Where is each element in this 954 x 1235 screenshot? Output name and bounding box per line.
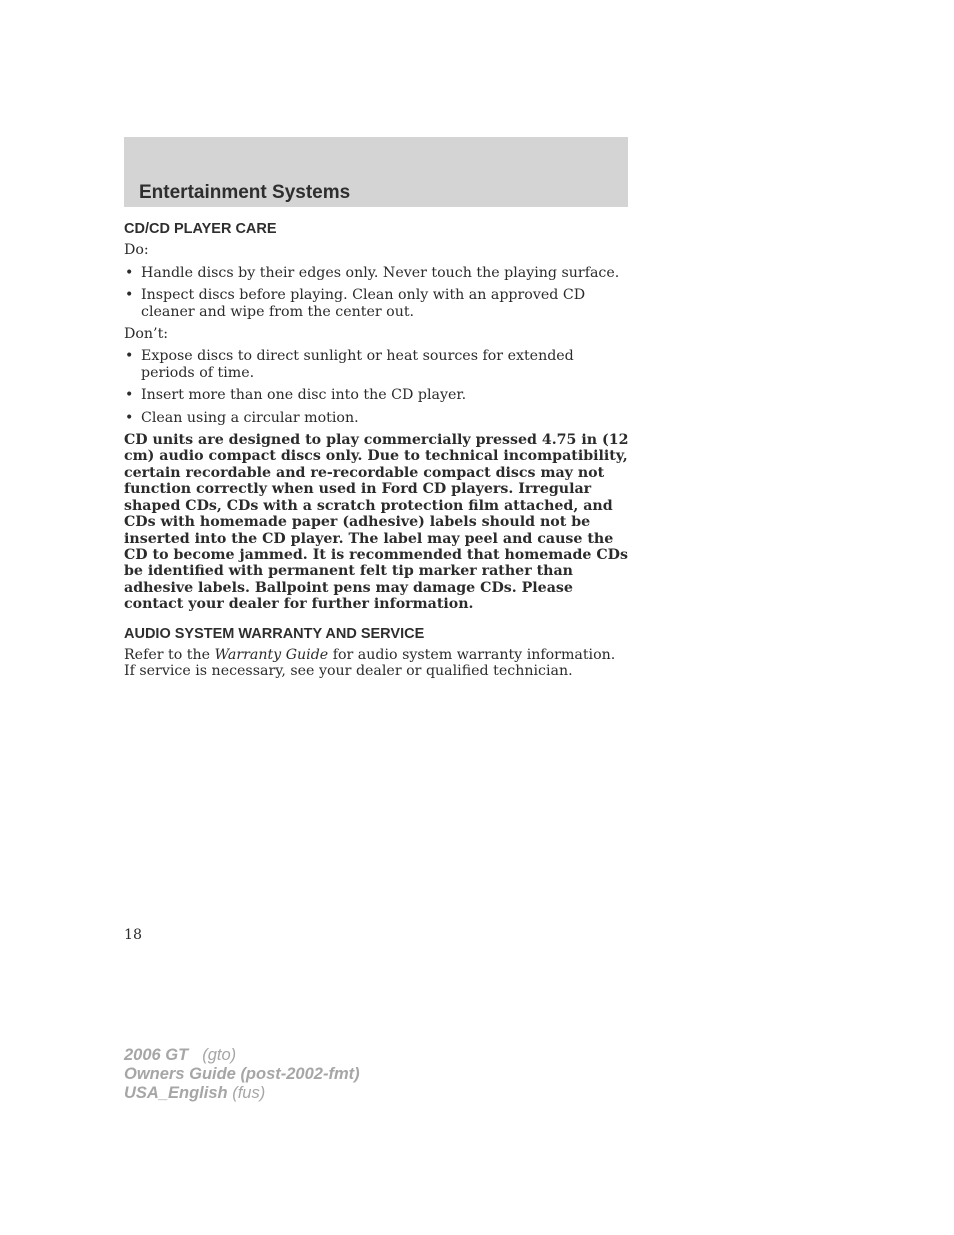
footer-line-guide <box>124 1065 360 1084</box>
list-item <box>124 387 630 403</box>
list-item-text: Clean using a circular motion. <box>141 409 359 426</box>
list-item <box>124 410 630 426</box>
cd-compatibility-warning: CD units are designed to play commercially pressed 4.75 in (12 cm) audio compact discs only. Due to technical incompatibility, certain recordable and re-recordable compact discs may not function correctly when used in Ford CD players. Irregular shaped CDs, CDs with a scratch protection film attached, and CDs with homemade paper (adhesive) labels should not be inserted into the CD player. The label may peel and cause the CD to become jammed. It is recommended that homemade CDs be identified with permanent felt tip marker rather than adhesive labels. Ballpoint pens may damage CDs. Please contact your dealer for further information. <box>124 432 629 613</box>
dont-label: Don’t: <box>124 326 169 343</box>
bullet-icon: • <box>125 287 134 304</box>
list-item <box>124 287 630 320</box>
list-item <box>124 348 630 381</box>
document-footer <box>124 1046 360 1103</box>
footer-model-code: (gto) <box>202 1046 237 1064</box>
list-item-text: Expose discs to direct sunlight or heat sources for extended periods of time. <box>141 348 574 381</box>
page-number: 18 <box>124 927 143 943</box>
list-item <box>124 265 630 281</box>
section-header-band <box>124 137 628 207</box>
list-item-text: Insert more than one disc into the CD player. <box>141 387 467 404</box>
footer-line-model <box>124 1046 360 1065</box>
footer-language-code: (fus) <box>232 1084 266 1102</box>
warranty-guide-title: Warranty Guide <box>214 646 329 663</box>
warranty-paragraph <box>124 647 630 680</box>
bullet-icon: • <box>125 387 134 404</box>
bullet-icon: • <box>125 264 134 281</box>
list-item-text: Handle discs by their edges only. Never touch the playing surface. <box>141 264 620 281</box>
bullet-icon: • <box>125 348 134 365</box>
footer-line-language <box>124 1084 360 1103</box>
page-content <box>124 221 630 686</box>
list-item-text: Inspect discs before playing. Clean only with an approved CD cleaner and wipe from the center out. <box>141 287 586 320</box>
do-list <box>124 265 630 320</box>
footer-model: 2006 GT <box>124 1046 189 1064</box>
do-label: Do: <box>124 242 149 259</box>
warranty-text-before: Refer to the <box>124 646 215 663</box>
section-heading-cd-care: CD/CD PLAYER CARE <box>124 221 277 237</box>
section-heading-warranty: AUDIO SYSTEM WARRANTY AND SERVICE <box>124 625 425 642</box>
footer-language: USA_English <box>124 1084 228 1102</box>
dont-list <box>124 348 630 426</box>
warranty-text-after: for audio system warranty information. If service is necessary, see your dealer or qualified technician. <box>124 646 616 680</box>
bullet-icon: • <box>125 409 134 426</box>
footer-guide: Owners Guide (post-2002-fmt) <box>124 1065 360 1083</box>
page-title: Entertainment Systems <box>139 182 351 203</box>
